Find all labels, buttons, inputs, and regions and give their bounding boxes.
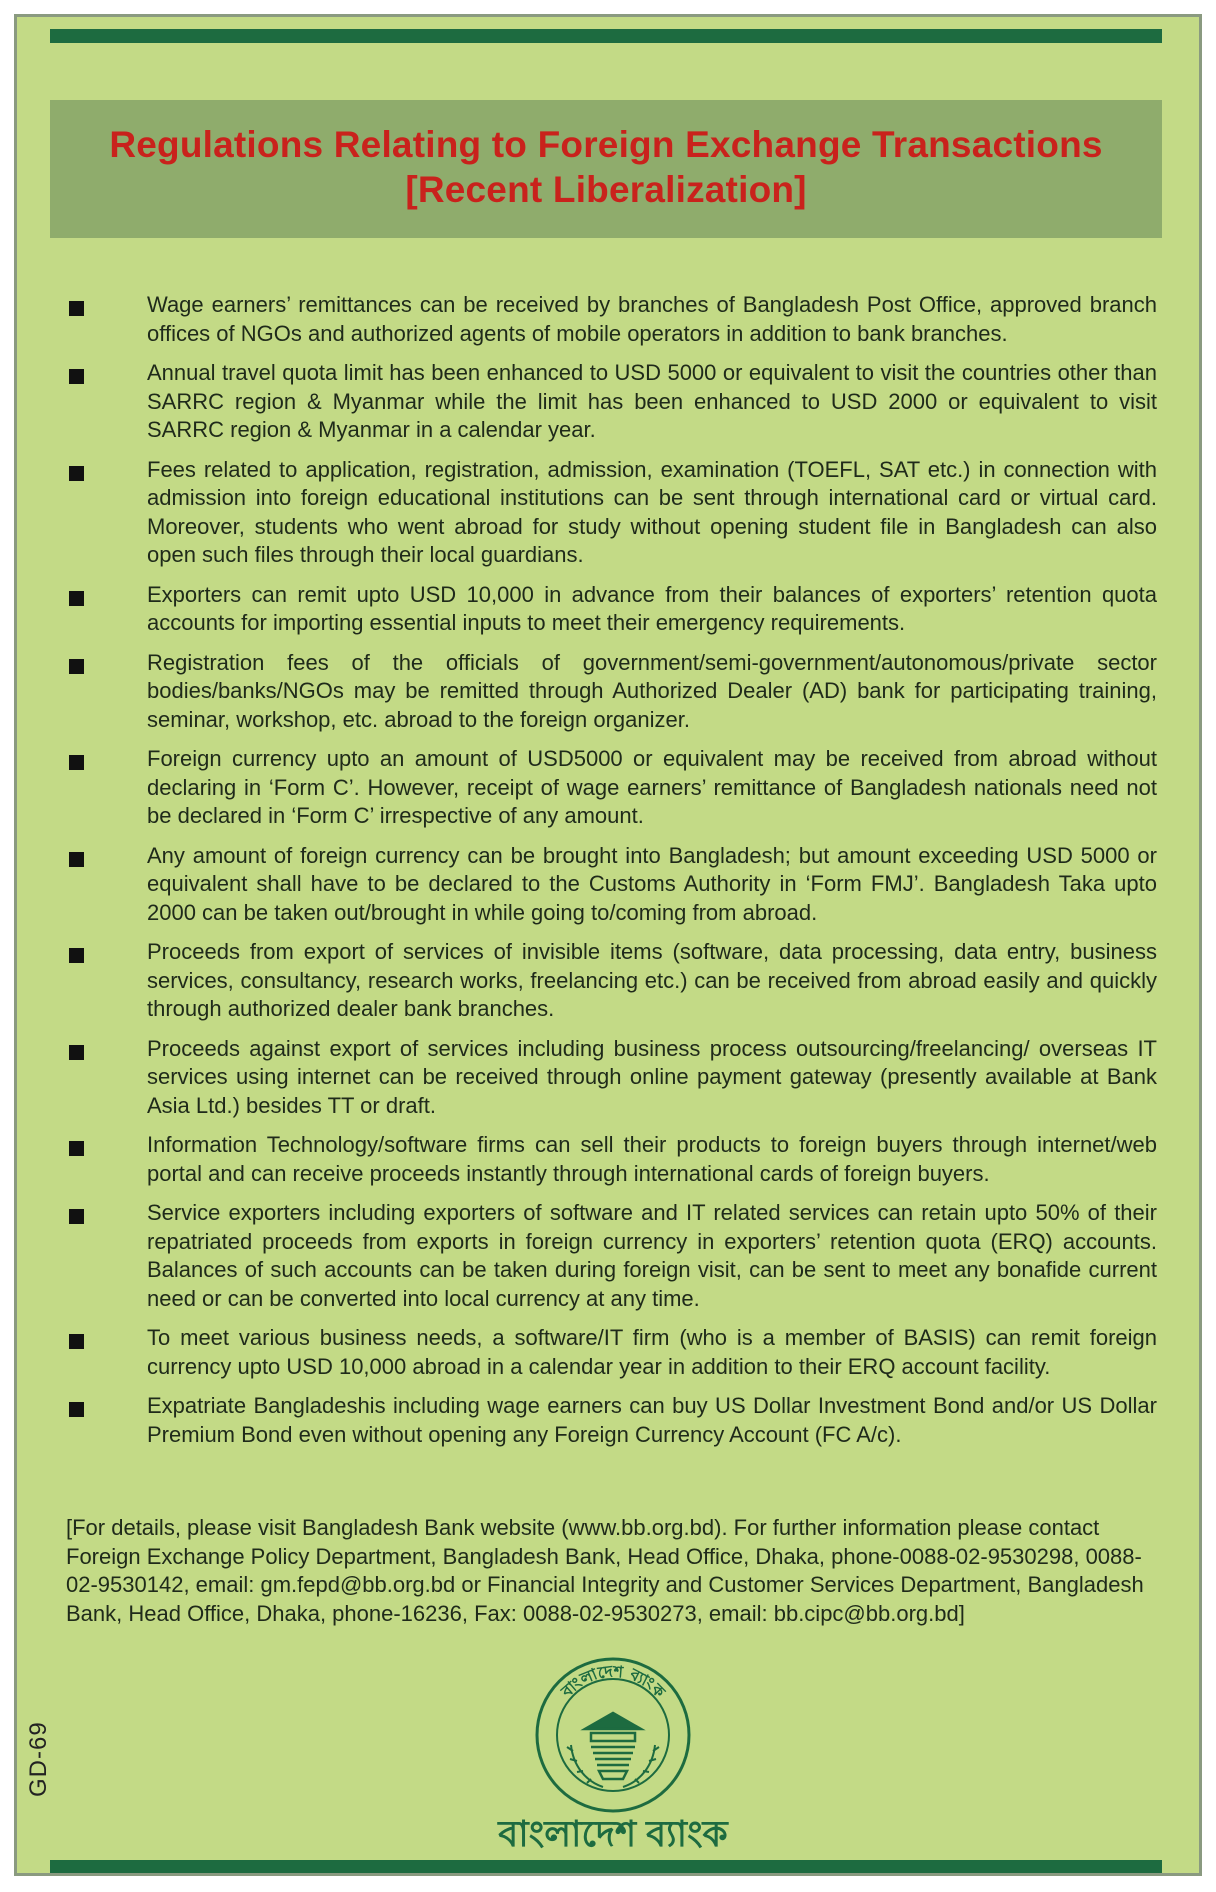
regulation-list [57, 291, 1157, 1460]
seal-ring-text: বাংলাদেশ ব্যাংক [557, 1661, 669, 1702]
square-bullet-icon [69, 466, 84, 481]
seal-outer-ring [537, 1659, 689, 1811]
list-item-text: Service exporters including exporters of software and IT related services can retain upto 50% of their repatriated proceeds from exports in foreign currency in exporters’ retention quota (ERQ) accounts. Balances of such accounts can be taken during foreign visit, can be sent to meet any bonafide current need or can be converted into local currency at any time. [147, 1200, 1157, 1311]
list-item-text: Any amount of foreign currency can be brought into Bangladesh; but amount exceeding USD 5000 or equivalent shall have to be declared to the Customs Authority in ‘Form FMJ’. Bangladesh Taka upto 2000 can be taken out/brought in while going to/coming from abroad. [147, 842, 1157, 925]
square-bullet-icon [69, 1141, 84, 1156]
square-bullet-icon [69, 948, 84, 963]
square-bullet-icon [69, 591, 84, 606]
list-item [57, 581, 1157, 638]
list-item-text: Foreign currency upto an amount of USD5000 or equivalent may be received from abroad without declaring in ‘Form C’. However, receipt of wage earners’ remittance of Bangladesh nationals need not be declared in ‘Form C’ irrespective of any amount. [147, 746, 1157, 828]
page-title: Regulations Relating to Foreign Exchange Transactions [109, 124, 1103, 165]
square-bullet-icon [69, 1045, 84, 1060]
square-bullet-icon [69, 1334, 84, 1349]
list-item-text: To meet various business needs, a software/IT firm (who is a member of BASIS) can remit foreign currency upto USD 10,000 abroad in a calendar year in addition to their ERQ account facility. [147, 1325, 1157, 1379]
list-item [57, 745, 1157, 831]
list-item-text: Wage earners’ remittances can be received by branches of Bangladesh Post Office, approved branch offices of NGOs and authorized agents of mobile operators in addition to bank branches. [147, 292, 1157, 346]
list-item [57, 842, 1157, 928]
notice-page [14, 14, 1202, 1876]
square-bullet-icon [69, 1402, 84, 1417]
bangladesh-bank-seal-icon [533, 1655, 693, 1815]
list-item-text: Proceeds from export of services of invisible items (software, data processing, data entry, business services, consultancy, research works, freelancing etc.) can be received from abroad easily and quickly through authorized dealer bank branches. [147, 939, 1157, 1021]
list-item-text: Proceeds against export of services including business process outsourcing/freelancing/ overseas IT services using internet can be received through online payment gateway (presently available at Bank Asia Ltd.) besides TT or draft. [147, 1035, 1157, 1118]
square-bullet-icon [69, 301, 84, 316]
list-item-text: Fees related to application, registration, admission, examination (TOEFL, SAT etc.) in connection with admission into foreign educational institutions can be sent through international card or virtual card. Moreover, students who went abroad for study without opening student file in Bangladesh can also open such files through their local guardians. [147, 456, 1157, 567]
contact-info: [For details, please visit Bangladesh Bank website (www.bb.org.bd). For further information please contact Foreign Exchange Policy Department, Bangladesh Bank, Head Office, Dhaka, phone-0088-02-9530298, 0088-02-9530142, email: gm.fepd@bb.org.bd or Financial Integrity and Customer Services Department, Bangladesh Bank, Head Office, Dhaka, phone-16236, Fax: 0088-02-9530273, email: bb.cipc@bb.org.bd] [66, 1515, 1144, 1626]
square-bullet-icon [69, 1209, 84, 1224]
list-item [57, 1035, 1157, 1121]
bank-wordmark: বাংলাদেশ ব্যাংক [498, 1813, 728, 1854]
list-item [57, 359, 1157, 445]
list-item [57, 649, 1157, 735]
title-band [50, 100, 1162, 238]
list-item-text: Information Technology/software firms can sell their products to foreign buyers through internet/web portal and can receive proceeds instantly through international cards of foreign buyers. [147, 1132, 1157, 1186]
list-item-text: Annual travel quota limit has been enhanced to USD 5000 or equivalent to visit the countries other than SARRC region & Myanmar while the limit has been enhanced to USD 2000 or equivalent to visit SARRC region & Myanmar in a calendar year. [147, 360, 1157, 442]
square-bullet-icon [69, 659, 84, 674]
bottom-rule [50, 1860, 1162, 1873]
list-item [57, 291, 1157, 348]
square-bullet-icon [69, 369, 84, 384]
square-bullet-icon [69, 755, 84, 770]
top-rule [50, 29, 1162, 43]
list-item [57, 938, 1157, 1024]
list-item [57, 1199, 1157, 1313]
list-item [57, 456, 1157, 570]
list-item [57, 1324, 1157, 1381]
document-code: GD-69 [25, 1721, 52, 1797]
list-item-text: Registration fees of the officials of government/semi-government/autonomous/private sector bodies/banks/NGOs may be remitted through Authorized Dealer (AD) bank for participating training, seminar, workshop, etc. abroad to the foreign organizer. [147, 649, 1157, 732]
list-item [57, 1131, 1157, 1188]
list-item-text: Expatriate Bangladeshis including wage earners can buy US Dollar Investment Bond and/or US Dollar Premium Bond even without opening any Foreign Currency Account (FC A/c). [147, 1393, 1157, 1447]
page-subtitle: [Recent Liberalization] [405, 169, 807, 210]
seal-building-icon [585, 1713, 641, 1779]
list-item [57, 1392, 1157, 1449]
square-bullet-icon [69, 852, 84, 867]
list-item-text: Exporters can remit upto USD 10,000 in advance from their balances of exporters’ retention quota accounts for importing essential inputs to meet their emergency requirements. [147, 581, 1157, 635]
